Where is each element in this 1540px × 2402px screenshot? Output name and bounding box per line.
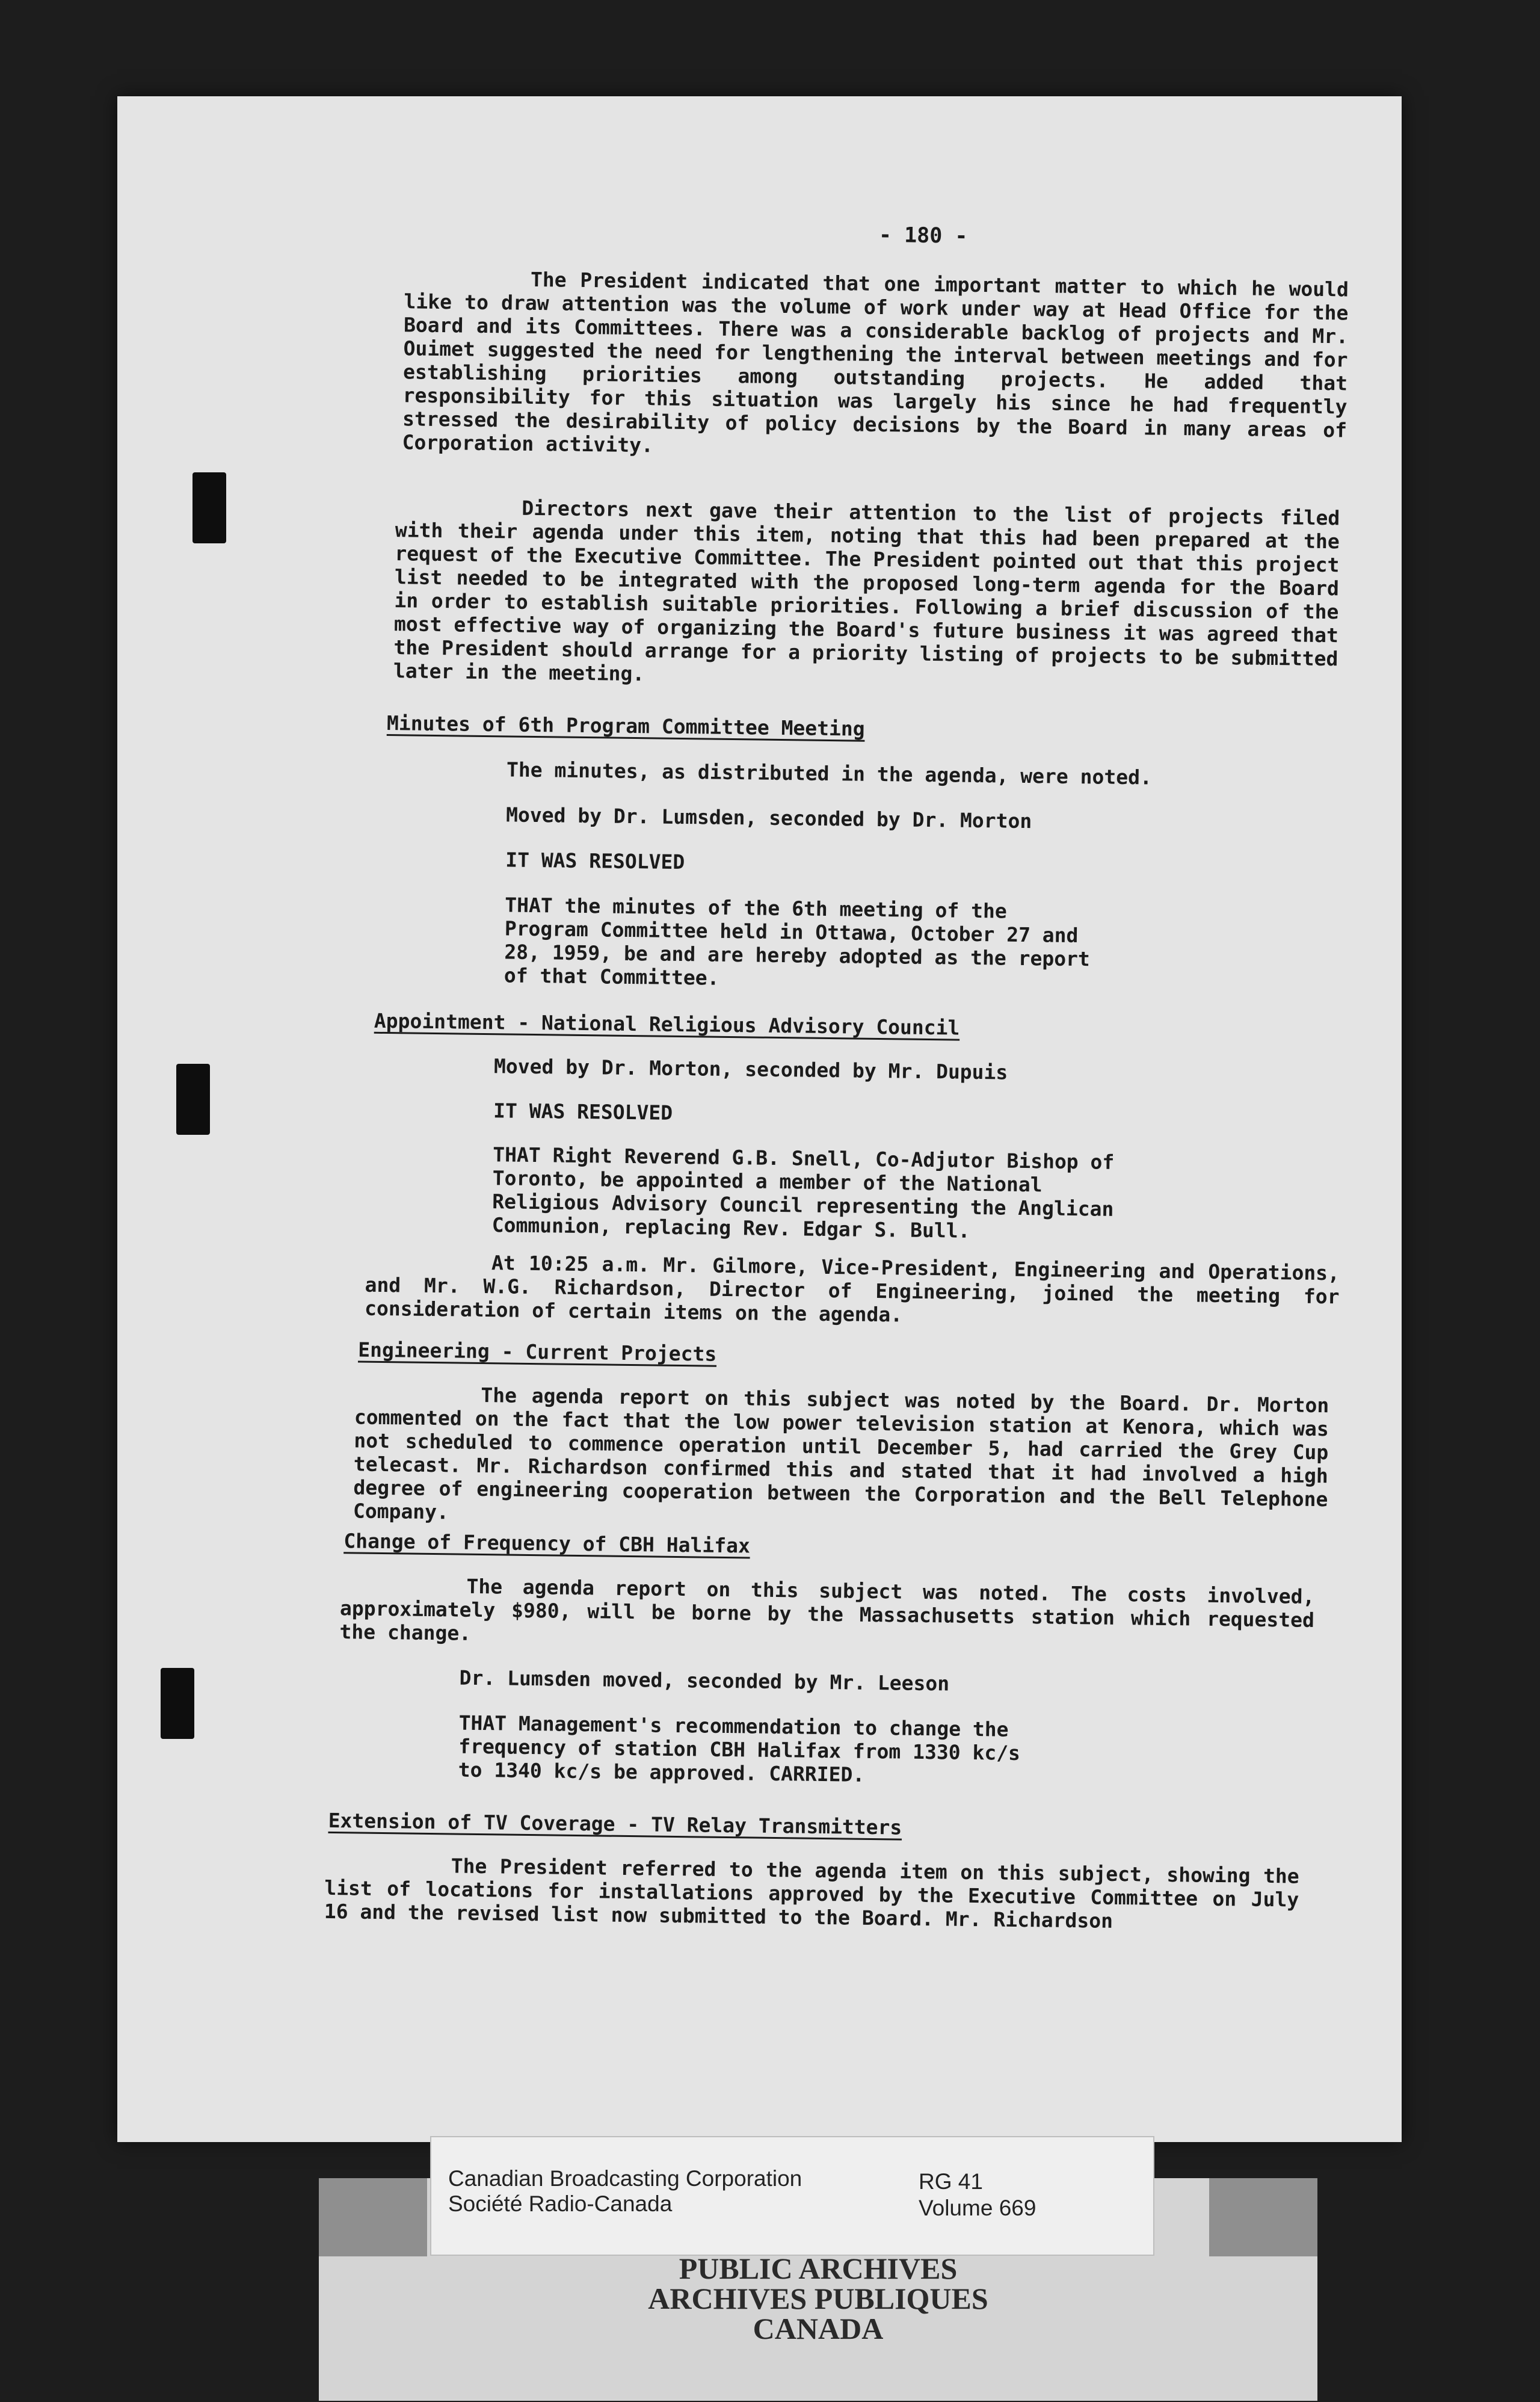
archives-stamp (319, 2253, 1317, 2374)
program-resolution: THAT the minutes of the 6th meeting of the Program Committee held in Ottawa, October 27 and 28, 1959, be and are hereby adopted as the report of that Committee. (504, 893, 1091, 990)
paragraph-workload: The President indicated that one important matter to which he would like to draw attention was the volume of work under way at Head Office for the Board and its Committees. There was a considerable backlog of projects and Mr. Ouimet suggested the need for lengthening the interval between meetings and for establishing priorities among outstanding projects. He added that responsibility for this situation was largely his since he had frequently stressed the desirability of policy decisions by the Board in many areas of Corporation activity. (402, 267, 1349, 457)
document-page (117, 96, 1402, 2142)
frequency-moved: Dr. Lumsden moved, seconded by Mr. Leeson (459, 1666, 950, 1696)
archive-label (430, 2136, 1154, 2256)
paragraph-projects: Directors next gave their attention to the list of projects filed with their agenda under this item, noting that this had been prepared at the request of the Executive Committee. The President pointed out that this project list needed to be integrated with the proposed long-term agenda for the Board in order to establish suitable priorities. Following a brief discussion of the most effective way of organizing the Board's future business it was agreed that the President should arrange for a priority listing of projects to be submitted later in the meeting. (393, 496, 1340, 686)
paragraph-gilmore-joined: At 10:25 a.m. Mr. Gilmore, Vice-President, Engineering and Operations, and Mr. W.G. Richardson, Director of Engineering, joined the meeting for consideration of certain items on the agenda. (364, 1251, 1340, 1327)
frequency-resolution: THAT Management's recommendation to change the frequency of station CBH Halifax from 1330 kc/s to 1340 kc/s be approved. CARRIED. (458, 1711, 1021, 1786)
stand-right-block (1209, 2178, 1317, 2256)
archive-record-group: RG 41 (919, 2169, 983, 2194)
archive-org-en: Canadian Broadcasting Corporation (448, 2166, 802, 2191)
heading-program-committee: Minutes of 6th Program Committee Meeting (386, 711, 865, 741)
paragraph-frequency: The agenda report on this subject was noted. The costs involved, approximately $980, will be borne by the Massachusetts station which requested the change. (339, 1574, 1315, 1645)
archives-line-fr: ARCHIVES PUBLIQUES (648, 2282, 988, 2315)
page-number: - 180 - (878, 223, 968, 249)
archive-org-fr: Société Radio-Canada (448, 2191, 673, 2216)
paragraph-engineering: The agenda report on this subject was noted by the Board. Dr. Morton commented on the fact that the low power television station at Kenora, which was not scheduled to commence operation until December 5, had carried the Grey Cup telecast. Mr. Richardson confirmed this and stated that it had involved a high degree of engineering cooperation between the Corporation and the Bell Telephone Company. (353, 1383, 1329, 1524)
appointment-moved: Moved by Dr. Morton, seconded by Mr. Dupuis (493, 1054, 1008, 1084)
program-moved: Moved by Dr. Lumsden, seconded by Dr. Morton (505, 803, 1032, 833)
archive-org (448, 2166, 802, 2217)
appointment-resolution: THAT Right Reverend G.B. Snell, Co-Adjutor Bishop of Toronto, be appointed a member of the National Religious Advisory Council representing the Anglican Communion, replacing Rev. Edgar S. Bull. (491, 1143, 1115, 1243)
archives-line-country: CANADA (753, 2312, 884, 2345)
heading-frequency: Change of Frequency of CBH Halifax (343, 1529, 751, 1558)
archive-reference (919, 2169, 1036, 2221)
heading-tv-coverage: Extension of TV Coverage - TV Relay Transmitters (328, 1808, 902, 1839)
archive-volume: Volume 669 (919, 2196, 1036, 2220)
paragraph-tv-coverage: The President referred to the agenda item on this subject, showing the list of locations for installations approved by the Executive Committee on July 16 and the revised list now submitted to the Board. Mr. Richardson (324, 1854, 1299, 1933)
heading-appointment: Appointment - National Religious Advisory Council (374, 1008, 960, 1040)
heading-engineering: Engineering - Current Projects (358, 1338, 717, 1366)
program-minutes-noted: The minutes, as distributed in the agenda, were noted. (506, 758, 1153, 789)
typed-minutes (105, 88, 1414, 2150)
appointment-resolved: IT WAS RESOLVED (493, 1099, 673, 1125)
program-resolved: IT WAS RESOLVED (505, 848, 685, 874)
stand-left-block (319, 2178, 427, 2256)
archives-line-en: PUBLIC ARCHIVES (679, 2252, 958, 2285)
